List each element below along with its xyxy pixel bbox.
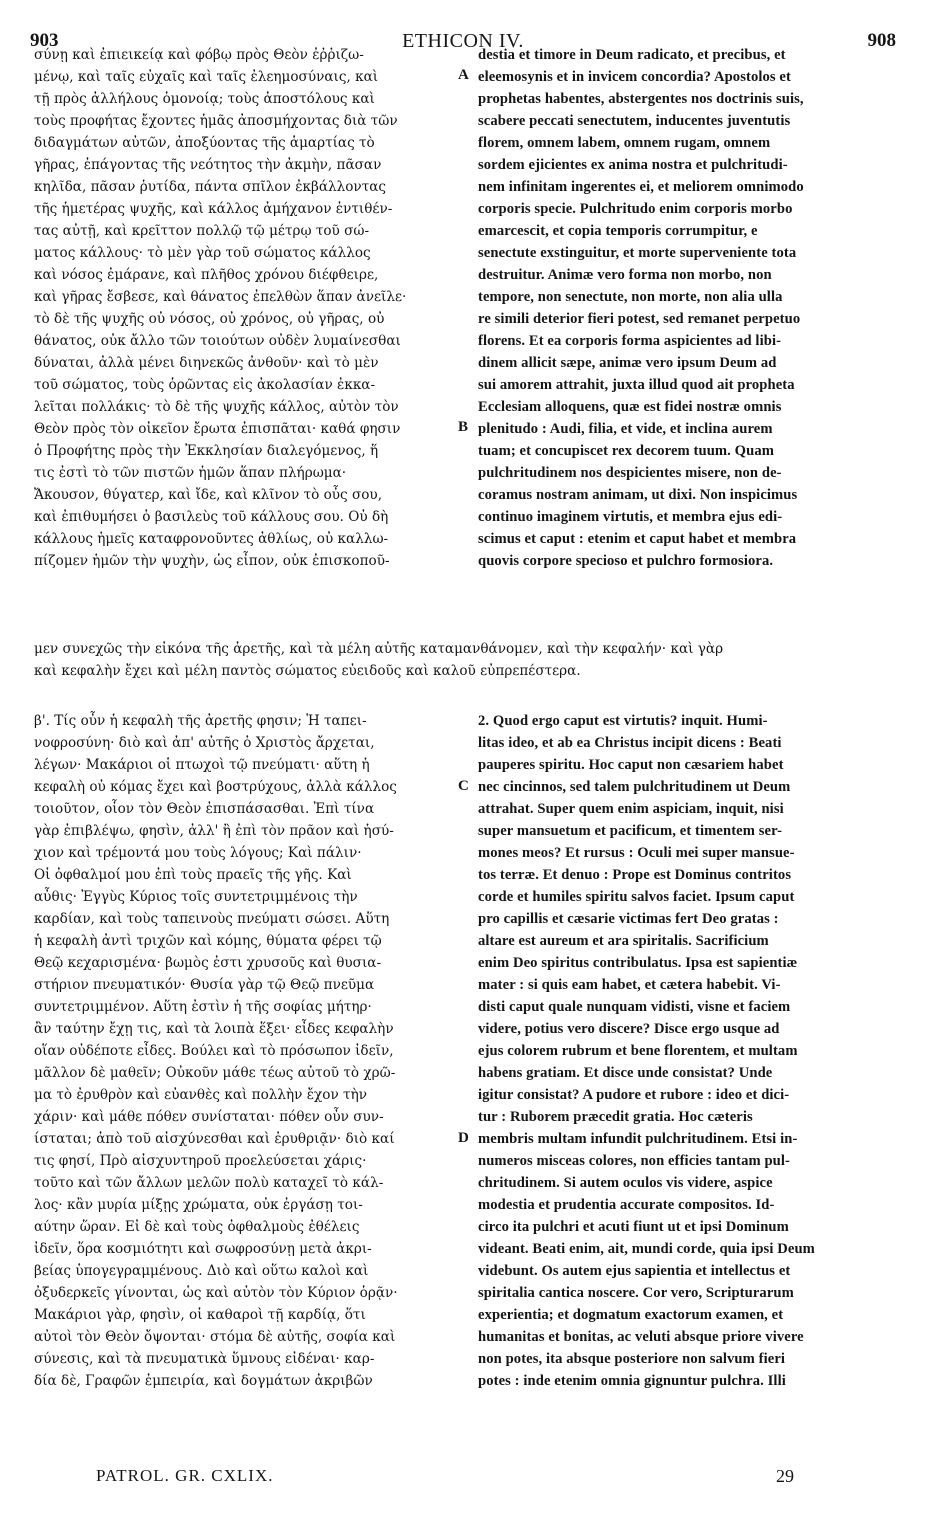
text-line: ίσταται; ἀπὸ τοῦ αἰσχύνεσθαι καὶ ἐρυθριᾷν· διὸ καί bbox=[34, 1131, 395, 1147]
text-line: μα τὸ ἐρυθρὸν καὶ εὐανθὲς καὶ πολλὴν ἔχον τὴν bbox=[34, 1087, 367, 1103]
signature-mark: PATROL. GR. CXLIX. bbox=[96, 1466, 274, 1485]
text-line: μᾶλλον δὲ μαθεῖν; Οὐκοῦν μάθε τέως αὐτοῦ τὸ χρῶ- bbox=[34, 1065, 396, 1081]
text-line: αύτην ὥραν. Εἰ δὲ καὶ τοὺς ὀφθαλμοὺς ἐθέλεις bbox=[34, 1219, 360, 1235]
text-line: senectute exstinguitur, et morte superveniente tota bbox=[478, 245, 797, 261]
text-line: ματος κάλλους· τὸ μὲν γὰρ τοῦ σώματος κάλλος bbox=[34, 245, 371, 261]
text-line: litas ideo, et ab ea Christus incipit dicens : Beati bbox=[478, 735, 782, 751]
text-line: Ἄκουσον, θύγατερ, καὶ ἴδε, καὶ κλῖνον τὸ οὖς σου, bbox=[34, 487, 383, 503]
text-line: membris multam infundit pulchritudinem. Etsi in- bbox=[478, 1131, 798, 1147]
text-line: Θεὸν πρὸς τὸν οἰκεῖον ἔρωτα ἐπισπᾶται· καθά φησιν bbox=[34, 421, 401, 437]
text-line: κεφαλὴ οὐ κόμας ἔχει καὶ βοστρύχους, ἀλλὰ κάλλος bbox=[34, 779, 397, 795]
greek-column-bottom bbox=[34, 710, 450, 1392]
text-line: Μακάριοι γὰρ, φησὶν, οἱ καθαροὶ τῇ καρδίᾳ, ὅτι bbox=[34, 1307, 366, 1323]
text-line: β'. Τίς οὖν ἡ κεφαλὴ τῆς ἀρετῆς φησιν; Ἡ ταπει- bbox=[34, 713, 367, 729]
text-line: τοῦτο καὶ τῶν ἄλλων μελῶν πολὺ καταχεῖ τὸ κάλ- bbox=[34, 1175, 384, 1191]
text-line: τῇ πρὸς ἀλλήλους ὁμονοίᾳ; τοὺς ἀποστόλους καὶ bbox=[34, 91, 375, 107]
page-number-right: 908 bbox=[867, 30, 896, 51]
text-line: mones meos? Et rursus : Oculi mei super mansue- bbox=[478, 845, 795, 861]
section-marker-a: A bbox=[458, 67, 469, 83]
text-line: οἵαν οὐδέποτε εἶδες. Βούλει καὶ τὸ πρόσωπον ἰδεῖν, bbox=[34, 1043, 394, 1059]
text-line: florens. Et ea corporis forma aspicientes ad libi- bbox=[478, 333, 782, 349]
text-line: destia et timore in Deum radicato, et precibus, et bbox=[478, 47, 786, 63]
text-line: γῆρας, ἐπάγοντας τῆς νεότητος τὴν ἀκμὴν, πᾶσαν bbox=[34, 157, 382, 173]
text-line: Ecclesiam alloquens, quæ est fidei nostræ omnis bbox=[478, 399, 782, 415]
greek-fullwidth-lines bbox=[34, 638, 890, 682]
text-line: dinem allicit sæpe, animæ vero ipsum Deum ad bbox=[478, 355, 777, 371]
section-marker-d: D bbox=[458, 1130, 469, 1146]
page-number-left: 903 bbox=[30, 30, 59, 51]
text-line: ὁ Προφήτης πρὸς τὴν Ἐκκλησίαν διαλεγόμενος, ἥ bbox=[34, 443, 379, 459]
text-line: habens gratiam. Et disce unde consistat? Unde bbox=[478, 1065, 773, 1081]
text-line: corde et humiles spiritu salvos faciet. Ipsum caput bbox=[478, 889, 795, 905]
text-line: λεῖται πολλάκις· τὸ δὲ τῆς ψυχῆς κάλλος, αὐτὸν τὸν bbox=[34, 399, 399, 415]
text-line: florem, omnem labem, omnem rugam, omnem bbox=[478, 135, 771, 151]
text-line: δύναται, ἀλλὰ μένει διηνεκῶς ἀνθοῦν· καὶ τὸ μὲν bbox=[34, 355, 379, 371]
text-line: prophetas habentes, abstergentes nos doctrinis suis, bbox=[478, 91, 804, 107]
text-line: ἡ κεφαλὴ ἀντὶ τριχῶν καὶ κόμης, θύματα φέρει τῷ bbox=[34, 933, 382, 949]
text-line: στήριον πνευματικόν· Θυσία γὰρ τῷ Θεῷ πνεῦμα bbox=[34, 977, 375, 993]
text-line: ejus colorem rubrum et bene florentem, et multam bbox=[478, 1043, 798, 1059]
text-line: τοῦ σώματος, τοὺς ὁρῶντας εἰς ἀκολασίαν ἐκκα- bbox=[34, 377, 376, 393]
text-line: δία δὲ, Γραφῶν ἐμπειρία, καὶ δογμάτων ἀκριβῶν bbox=[34, 1373, 373, 1389]
text-line: plenitudo : Audi, filia, et vide, et inclina aurem bbox=[478, 421, 773, 437]
text-line: continuo imaginem virtutis, et membra ejus edi- bbox=[478, 509, 783, 525]
latin-column-top bbox=[478, 44, 890, 572]
text-line: ἰδεῖν, ὅρα κοσμιότητι καὶ σωφροσύνῃ μετὰ ἀκρι- bbox=[34, 1241, 372, 1257]
text-line: καὶ ἐπιθυμήσει ὁ βασιλεὺς τοῦ κάλλους σου. Οὐ δὴ bbox=[34, 509, 389, 525]
text-line: videbunt. Os autem ejus sapientia et intellectus et bbox=[478, 1263, 791, 1279]
text-line: nem infinitam ingerentes ei, et meliorem omnimodo bbox=[478, 179, 804, 195]
page-footer bbox=[34, 1466, 890, 1492]
section-marker-c: C bbox=[458, 778, 469, 794]
text-line: συντετριμμένον. Αὕτη ἐστὶν ἡ τῆς σοφίας μήτηρ· bbox=[34, 999, 372, 1015]
text-line: humanitas et bonitas, ac veluti absque priore vivere bbox=[478, 1329, 804, 1345]
text-line: τοιοῦτον, οἷον τὸν Θεὸν ἐπισπάσασθαι. Ἐπὶ τίνα bbox=[34, 801, 375, 817]
text-line: igitur consistat? A pudore et rubore : ideo et dici- bbox=[478, 1087, 790, 1103]
text-line: destruitur. Animæ vero forma non morbo, non bbox=[478, 267, 772, 283]
text-line: coramus nostram animam, ut dixi. Non inspicimus bbox=[478, 487, 798, 503]
text-line: scimus et caput : etenim et caput habet et membra bbox=[478, 531, 797, 547]
text-line: μεν συνεχῶς τὴν εἰκόνα τῆς ἀρετῆς, καὶ τὰ μέλη αὐτῆς καταμανθάνομεν, καὶ τὴν κεφαλήν· καὶ γὰρ bbox=[34, 641, 724, 657]
text-line: modestia et prudentia accurate compositos. Id- bbox=[478, 1197, 775, 1213]
running-title: ETHICON IV. bbox=[402, 30, 524, 52]
text-line: ἂν ταύτην ἔχῃ τις, καὶ τὰ λοιπὰ ἕξει· εἶδες κεφαλὴν bbox=[34, 1021, 394, 1037]
text-line: κηλῖδα, πᾶσαν ῥυτίδα, πάντα σπῖλον ἐκβάλλοντας bbox=[34, 179, 387, 195]
text-line: αὖθις· Ἐγγὺς Κύριος τοῖς συντετριμμένοις τὴν bbox=[34, 889, 358, 905]
text-line: experientia; et dogmatum exactorum examen, et bbox=[478, 1307, 784, 1323]
text-line: σύνῃ καὶ ἐπιεικείᾳ καὶ φόβῳ πρὸς Θεὸν ἐῤῥιζω- bbox=[34, 47, 364, 63]
text-line: θάνατος, οὐκ ἄλλο τῶν τοιούτων οὐδὲν λυμαίνεσθαι bbox=[34, 333, 401, 349]
text-line: tuam; et concupiscet rex decorem tuum. Quam bbox=[478, 443, 774, 459]
text-line: videant. Beati enim, ait, mundi corde, quia ipsi Deum bbox=[478, 1241, 815, 1257]
text-line: enim Deo spiritus contribulatus. Ipsa est sapientiæ bbox=[478, 955, 798, 971]
text-line: eleemosynis et in invicem concordia? Apostolos et bbox=[478, 69, 791, 85]
text-line: non potes, ita absque posteriore non salvum fieri bbox=[478, 1351, 786, 1367]
text-line: ὀξυδερκεῖς γίνονται, ὡς καὶ αὐτὸν τὸν Κύριον ὁρᾷν· bbox=[34, 1285, 398, 1301]
text-line: νοφροσύνη· διὸ καὶ ἀπ' αὐτῆς ὁ Χριστὸς ἄρχεται, bbox=[34, 735, 375, 751]
text-line: βείας ὑπογεγραμμένους. Διὸ καὶ οὕτω καλοὶ καὶ bbox=[34, 1263, 369, 1279]
text-line: χάριν· καὶ μάθε πόθεν συνίσταται· πόθεν οὖν συν- bbox=[34, 1109, 384, 1125]
text-line: quovis corpore specioso et pulchro formosiora. bbox=[478, 553, 774, 569]
text-line: χιον καὶ τρέμοντά μου τοὺς λόγους; Καὶ πάλιν· bbox=[34, 845, 362, 861]
text-line: chritudinem. Si autem oculos vis videre, aspice bbox=[478, 1175, 773, 1191]
text-line: καὶ κεφαλὴν ἔχει καὶ μέλη παντὸς σώματος εὐειδοῦς καὶ καλοῦ εὐπρεπέστερα. bbox=[34, 663, 581, 679]
text-line: Οἱ ὀφθαλμοί μου ἐπὶ τοὺς πραεῖς τῆς γῆς. Καὶ bbox=[34, 867, 352, 883]
text-line: super mansuetum et pacificum, et timentem ser- bbox=[478, 823, 783, 839]
text-line: τοὺς προφήτας ἔχοντες ἡμᾶς ἀποσμήχοντας διὰ τῶν bbox=[34, 113, 398, 129]
text-line: pauperes spiritu. Hoc caput non cæsariem habet bbox=[478, 757, 784, 773]
text-line: τις φησί, Πρὸ αἰσχυντηροῦ προελεύσεται χάρις· bbox=[34, 1153, 367, 1169]
text-line: circo ita pulchri et acuti fiunt ut et ipsi Dominum bbox=[478, 1219, 789, 1235]
text-line: καὶ γῆρας ἔσβεσε, καὶ θάνατος ἐπελθὼν ἅπαν ἀνεῖλε· bbox=[34, 289, 407, 305]
text-line: αὐτοὶ τὸν Θεὸν ὄψονται· στόμα δὲ αὐτῆς, σοφία καὶ bbox=[34, 1329, 396, 1345]
text-line: scabere peccati senectutem, inducentes juventutis bbox=[478, 113, 791, 129]
text-line: altare est aureum et ara spiritalis. Sacrificium bbox=[478, 933, 769, 949]
text-line: μένῳ, καὶ ταῖς εὐχαῖς καὶ ταῖς ἐλεημοσύναις, καὶ bbox=[34, 69, 379, 85]
text-line: videre, potius vero discere? Disce ergo usque ad bbox=[478, 1021, 780, 1037]
text-line: διδαγμάτων αὐτῶν, ἀποξύοντας τῆς ἁμαρτίας τὸ bbox=[34, 135, 375, 151]
text-line: tos terræ. Et denuo : Prope est Dominus contritos bbox=[478, 867, 792, 883]
text-line: tur : Ruborem præcedit gratia. Hoc cæteris bbox=[478, 1109, 753, 1125]
text-line: Θεῷ κεχαρισμένα· βωμὸς ἐστι χρυσοῦς καὶ θυσια- bbox=[34, 955, 382, 971]
text-line: σύνεσις, καὶ τὰ πνευματικὰ ὕμνους εἰδέναι· καρ- bbox=[34, 1351, 375, 1367]
text-line: λέγων· Μακάριοι οἱ πτωχοὶ τῷ πνεύματι· αὕτη ἡ bbox=[34, 757, 370, 773]
text-line: tempore, non senectute, non morte, non alia ulla bbox=[478, 289, 783, 305]
section-marker-b: B bbox=[458, 419, 469, 435]
text-line: nec cincinnos, sed talem pulchritudinem ut Deum bbox=[478, 779, 791, 795]
greek-column-top bbox=[34, 44, 450, 572]
text-line: τῆς ἡμετέρας ψυχῆς, καὶ κάλλος ἀμήχανον ἐντιθέν- bbox=[34, 201, 393, 217]
text-line: attrahat. Super quem enim aspiciam, inquit, nisi bbox=[478, 801, 784, 817]
text-line: sordem ejicientes ex anima nostra et pulchritudi- bbox=[478, 157, 788, 173]
text-line: τας αὐτῇ, καὶ κρεῖττον πολλῷ τῷ μέτρῳ τοῦ σώ- bbox=[34, 223, 370, 239]
text-line: 2. Quod ergo caput est virtutis? inquit. Humi- bbox=[478, 713, 768, 729]
gathering-number: 29 bbox=[776, 1466, 794, 1486]
text-line: corporis specie. Pulchritudo enim corporis morbo bbox=[478, 201, 793, 217]
text-line: sui amorem attrahit, juxta illud quod ait propheta bbox=[478, 377, 795, 393]
text-line: numeros misceas colores, non efficies tantam pul- bbox=[478, 1153, 791, 1169]
text-line: re simili deterior fieri potest, sed remanet perpetuo bbox=[478, 311, 801, 327]
text-line: τις ἐστὶ τὸ τῶν πιστῶν ἡμῶν ἅπαν πλήρωμα· bbox=[34, 465, 347, 481]
text-line: pulchritudinem nos despicientes misere, non de- bbox=[478, 465, 782, 481]
text-line: mater : si quis eam habet, et cætera habebit. Vi- bbox=[478, 977, 781, 993]
text-line: τὸ δὲ τῆς ψυχῆς οὐ νόσος, οὐ χρόνος, οὐ γῆρας, οὐ bbox=[34, 311, 385, 327]
text-line: disti caput quale nunquam vidisti, visne et faciem bbox=[478, 999, 791, 1015]
text-line: γὰρ ἐπιβλέψω, φησὶν, ἀλλ' ἢ ἐπὶ τὸν πρᾶον καὶ ἡσύ- bbox=[34, 823, 394, 839]
text-line: κάλλους ἡμεῖς καταφρονοῦντες ἀθλίως, οὐ καλλω- bbox=[34, 531, 389, 547]
text-line: καὶ νόσος ἐμάρανε, καὶ πλῆθος χρόνου διέφθειρε, bbox=[34, 267, 379, 283]
text-line: πίζομεν ἡμῶν τὴν ψυχὴν, ὡς εἶπον, οὐκ ἐπισκοποῦ- bbox=[34, 553, 390, 569]
text-line: pro capillis et cæsarie victimas fert Deo gratas : bbox=[478, 911, 779, 927]
text-line: potes : inde etenim omnia gignuntur pulchra. Illi bbox=[478, 1373, 786, 1389]
text-line: emarcescit, et copia temporis corrumpitur, e bbox=[478, 223, 758, 239]
latin-column-bottom bbox=[478, 710, 890, 1392]
text-line: λος· κἂν μυρία μίξῃς χρώματα, οὐκ ἐργάσῃ τοι- bbox=[34, 1197, 363, 1213]
text-line: καρδίαν, καὶ τοὺς ταπεινοὺς πνεύματι σώσει. Αὕτη bbox=[34, 911, 390, 927]
text-line: spiritalia cantica noscere. Cor vero, Scripturarum bbox=[478, 1285, 794, 1301]
